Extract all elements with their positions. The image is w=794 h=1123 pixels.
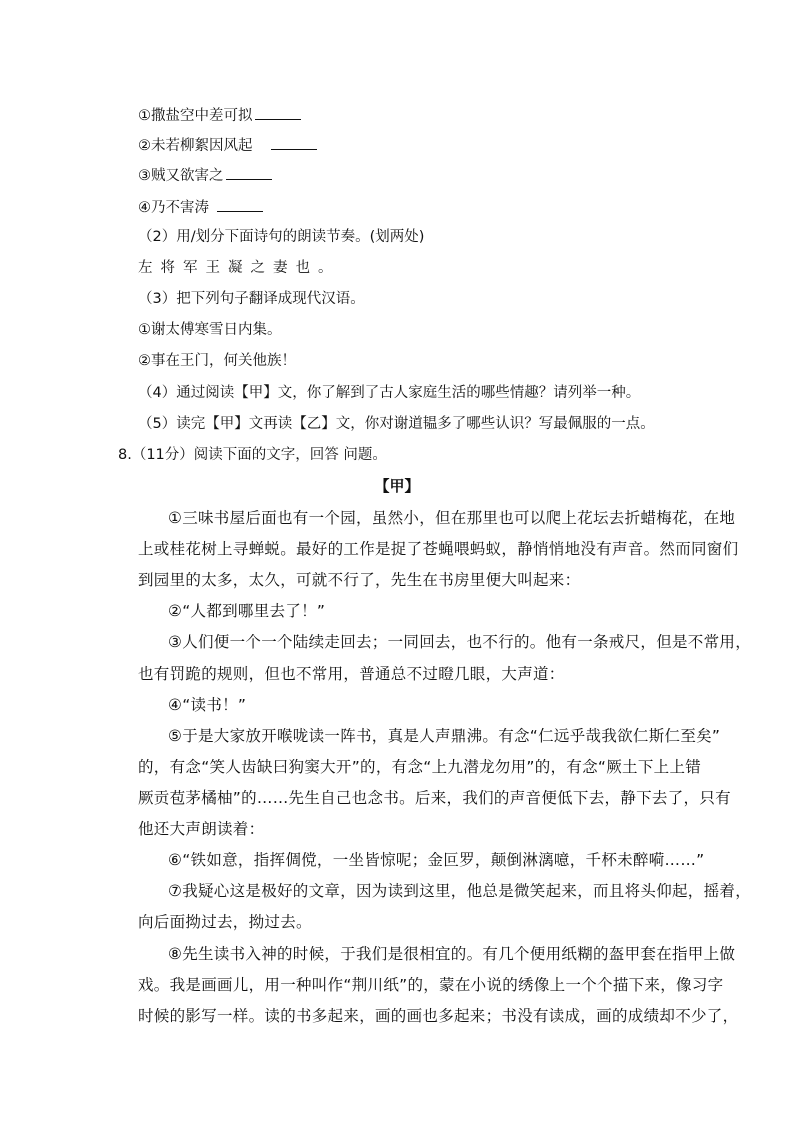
q7-part2-sentence: 左将军王凝之妻也。 bbox=[138, 260, 341, 276]
paragraph-1-line-1: ①三味书屋后面也有一个园，虽然小，但在那里也可以爬上花坛去折蜡梅花，在地 bbox=[168, 509, 736, 527]
answer-blank[interactable] bbox=[226, 164, 272, 180]
q7-part3-item-1: ①谢太傅寒雪日内集。 bbox=[138, 322, 282, 338]
paragraph-6: ⑥“铁如意，指挥倜傥，一坐皆惊呢；金叵罗，颠倒淋漓噫，千杯未醉嗬……” bbox=[168, 851, 705, 869]
paragraph-5-line-3: 厥贡苞茅橘柚”的……先生自己也念书。后来，我们的声音便低下去，静下去了，只有 bbox=[138, 789, 731, 807]
q7-item-1-text: ①撒盐空中差可拟 bbox=[138, 108, 253, 124]
paragraph-2: ②“人都到哪里去了！” bbox=[168, 602, 326, 620]
paragraph-1-line-3: 到园里的太多，太久，可就不行了，先生在书房里便大叫起来： bbox=[138, 571, 581, 589]
q8-header: 8.（11分）阅读下面的文字，回答 问题。 bbox=[118, 447, 387, 463]
q7-part3-item-2: ②事在王门，何关他族！ bbox=[138, 353, 296, 369]
paragraph-5-line-4: 他还大声朗读着： bbox=[138, 820, 265, 838]
paragraph-1-line-2: 上或桂花树上寻蝉蜕。最好的工作是捉了苍蝇喂蚂蚁，静悄悄地没有声音。然而同窗们 bbox=[138, 540, 739, 558]
q7-part5-prompt: （5）读完【甲】文再读【乙】文，你对谢道韫多了哪些认识？写最佩服的一点。 bbox=[138, 416, 655, 432]
q7-part3-prompt: （3）把下列句子翻译成现代汉语。 bbox=[138, 291, 365, 307]
section-title: 【甲】 bbox=[374, 477, 420, 495]
q7-item-2-text: ②未若柳絮因风起 bbox=[138, 138, 253, 154]
q7-item-4-text: ④乃不害涛 bbox=[138, 200, 209, 216]
paragraph-8-line-2: 戏。我是画画儿，用一种叫作“荆川纸”的，蒙在小说的绣像上一个个描下来，像习字 bbox=[138, 976, 724, 994]
q7-item-3 bbox=[138, 164, 272, 186]
q7-item-1 bbox=[138, 104, 301, 126]
answer-blank[interactable] bbox=[217, 196, 263, 212]
q7-part2-prompt: （2）用/划分下面诗句的朗读节奏。(划两处) bbox=[138, 229, 425, 245]
paragraph-3-line-1: ③人们便一个一个陆续走回去；一同回去，也不行的。他有一条戒尺，但是不常用， bbox=[168, 633, 751, 651]
q7-item-2 bbox=[138, 134, 317, 156]
paragraph-5-line-2: 的，有念“笑人齿缺曰狗窦大开”的，有念“上九潜龙勿用”的，有念“厥土下上上错 bbox=[138, 758, 702, 776]
paragraph-8-line-3: 时候的影写一样。读的书多起来，画的画也多起来；书没有读成，画的成绩却不少了， bbox=[138, 1007, 739, 1025]
paragraph-8-line-1: ⑧先生读书入神的时候，于我们是很相宜的。有几个便用纸糊的盔甲套在指甲上做 bbox=[168, 945, 736, 963]
paragraph-7-line-2: 向后面拗过去，拗过去。 bbox=[138, 913, 312, 931]
paragraph-5-line-1: ⑤于是大家放开喉咙读一阵书，真是人声鼎沸。有念“仁远乎哉我欲仁斯仁至矣” bbox=[168, 727, 721, 745]
q7-item-3-text: ③贼又欲害之 bbox=[138, 168, 224, 184]
paragraph-3-line-2: 也有罚跪的规则，但也不常用，普通总不过瞪几眼，大声道： bbox=[138, 665, 565, 683]
answer-blank[interactable] bbox=[271, 134, 317, 150]
paragraph-4: ④“读书！” bbox=[168, 696, 247, 714]
q7-part4-prompt: （4）通过阅读【甲】文，你了解到了古人家庭生活的哪些情趣？请列举一种。 bbox=[138, 385, 641, 401]
q7-item-4 bbox=[138, 196, 263, 218]
paragraph-7-line-1: ⑦我疑心这是极好的文章，因为读到这里，他总是微笑起来，而且将头仰起，摇着， bbox=[168, 882, 751, 900]
answer-blank[interactable] bbox=[255, 104, 301, 120]
